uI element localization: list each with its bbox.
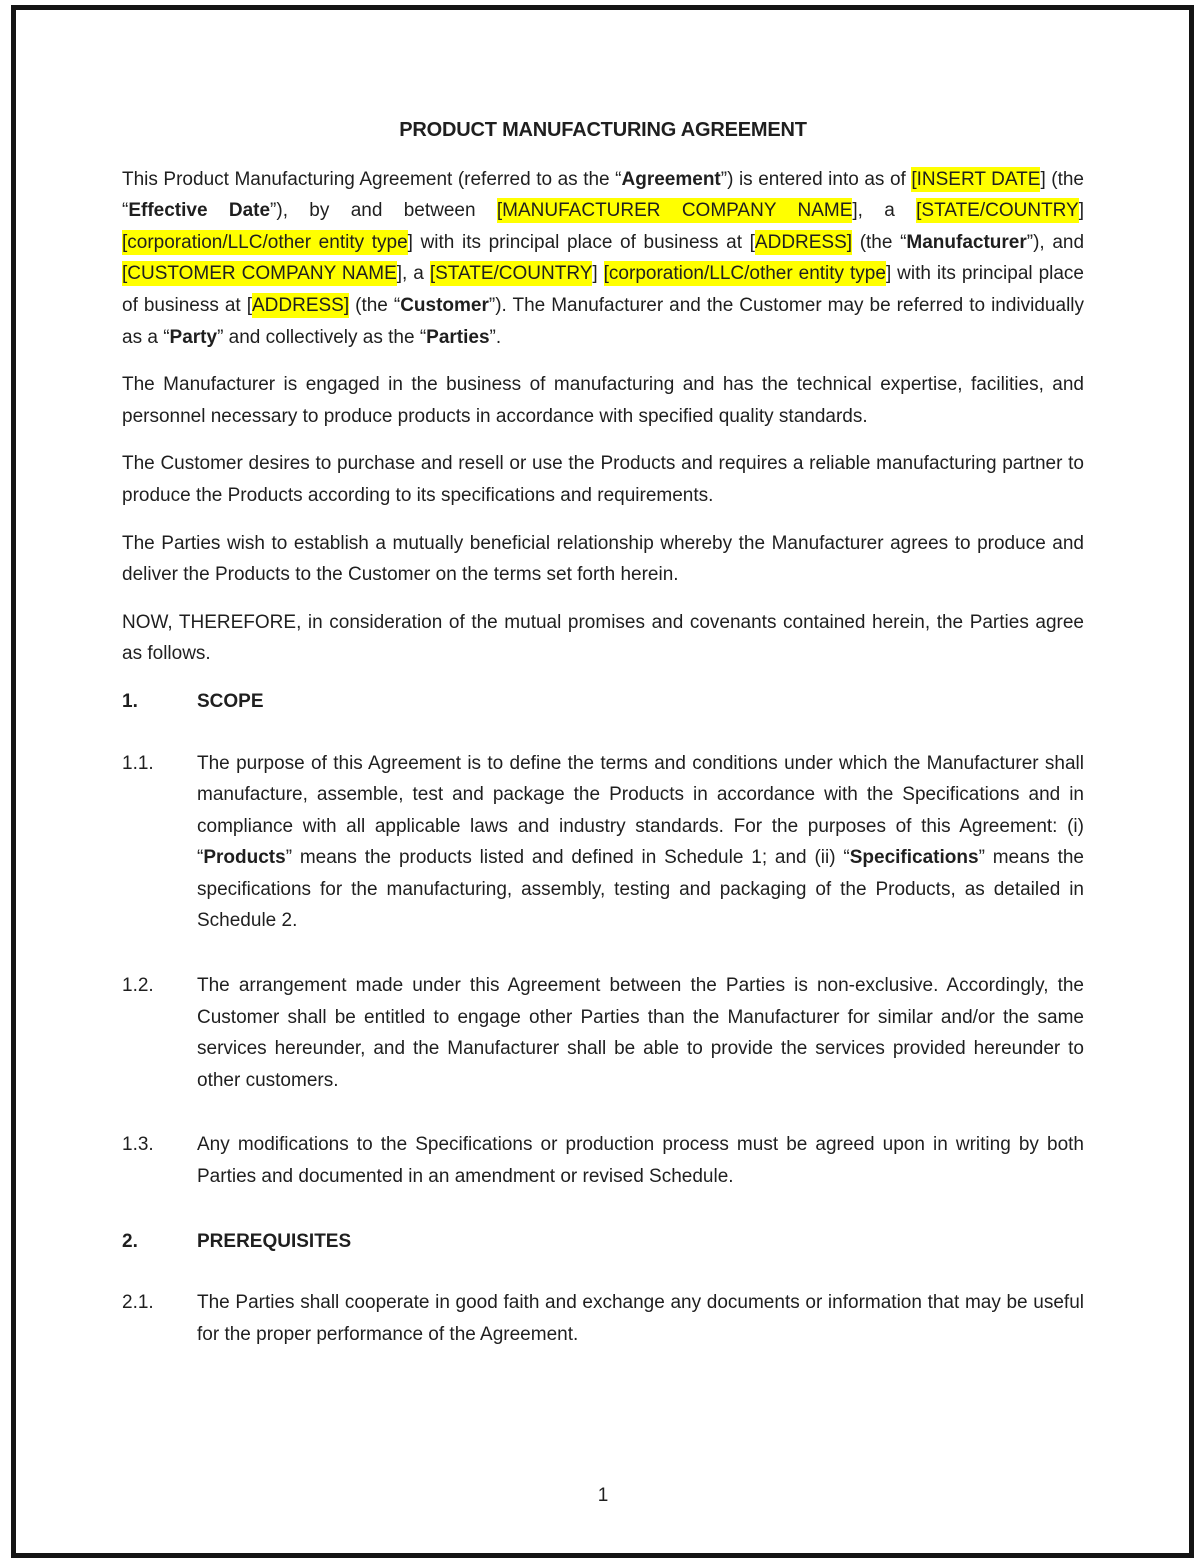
section-number: 1. — [122, 690, 138, 712]
section-item — [122, 1129, 1084, 1192]
text-run: ], a — [852, 200, 917, 222]
paragraph — [122, 448, 1084, 511]
page-number: 1 — [597, 1485, 609, 1506]
item-body — [197, 1129, 1084, 1192]
section-item — [122, 1287, 1084, 1350]
paragraph — [122, 164, 1084, 354]
placeholder-highlight: [corporation/LLC/other entity type — [122, 231, 408, 253]
bold-text: Effective Date — [128, 200, 271, 222]
bold-text: Customer — [400, 294, 489, 316]
item-body — [197, 748, 1084, 938]
section-title: SCOPE — [197, 690, 264, 712]
text-run: ” means the products listed and defined in Schedule 1; and (ii) “ — [285, 847, 850, 869]
section-heading — [122, 1226, 1084, 1258]
sections — [122, 686, 1084, 1351]
text-run: The Parties wish to establish a mutually beneficial relationship whereby the Manufacturer agrees to produce and deliver the Products to the Customer on the terms set forth herein. — [122, 532, 1084, 586]
text-run: ] (the “ — [122, 168, 1084, 222]
text-run: The arrangement made under this Agreement between the Parties is non-exclusive. Accordingly, the Customer shall be entitled to engage other Parties than the Manufacturer for similar and/or the same services hereunder, and the Manufacturer shall be able to provide the services provided hereunder to other customers. — [197, 975, 1084, 1091]
text-run: The purpose of this Agreement is to define the terms and conditions under which the Manufacturer shall manufacture, assemble, test and package the Products in accordance with the Specifications and in compliance with all applicable laws and industry standards. For the purposes of this Agreement: (i) “ — [197, 752, 1084, 869]
text-run: The Manufacturer is engaged in the business of manufacturing and has the technical expertise, facilities, and personnel necessary to produce products in accordance with specified quality standards. — [122, 374, 1084, 427]
item-number: 1.1. — [122, 752, 154, 774]
text-run: ] with its principal place of business at [ — [122, 263, 1085, 316]
text-run: ” and collectively as the “ — [217, 326, 427, 348]
text-run: ”). The Manufacturer and the Customer may be referred to individually as a “ — [122, 294, 1085, 348]
placeholder-highlight: ADDRESS] — [251, 294, 350, 316]
text-run: (the “ — [852, 231, 907, 253]
text-run: ] — [1078, 200, 1085, 222]
placeholder-highlight: [corporation/LLC/other entity type — [603, 263, 886, 285]
section-item — [122, 748, 1084, 938]
placeholder-highlight: ADDRESS] — [754, 231, 853, 253]
document-content — [122, 0, 1084, 1383]
item-body — [197, 1287, 1084, 1350]
item-number: 1.3. — [122, 1134, 154, 1156]
preamble-paragraphs — [122, 164, 1084, 670]
placeholder-highlight: [MANUFACTURER COMPANY NAME — [496, 200, 853, 222]
placeholder-highlight: [STATE/COUNTRY — [916, 200, 1079, 222]
text-run: The Parties shall cooperate in good faith and exchange any documents or information that may be useful for the proper performance of the Agreement. — [197, 1292, 1084, 1345]
item-body — [197, 970, 1084, 1096]
text-run: Any modifications to the Specifications or production process must be agreed upon in writing by both Parties and documented in an amendment or revised Schedule. — [197, 1134, 1084, 1188]
bold-text: Party — [169, 326, 218, 348]
text-run: ], a — [396, 263, 430, 285]
text-run: ”), by and between — [270, 200, 497, 222]
placeholder-highlight: [INSERT DATE — [911, 168, 1041, 190]
section — [122, 1226, 1084, 1351]
text-run: ”) is entered into as of — [720, 168, 912, 190]
text-run: This Product Manufacturing Agreement (referred to as the “ — [122, 168, 622, 190]
paragraph — [122, 607, 1084, 670]
text-run: NOW, THEREFORE, in consideration of the mutual promises and covenants contained herein, the Parties agree as follows. — [122, 611, 1084, 665]
text-run: ] — [592, 263, 604, 285]
bold-text: Specifications — [849, 847, 979, 869]
section-number: 2. — [122, 1230, 138, 1252]
text-run: (the “ — [349, 294, 401, 316]
bold-text: Agreement — [621, 168, 721, 190]
bold-text: Manufacturer — [906, 231, 1027, 253]
text-run: ] with its principal place of business at [ — [407, 231, 755, 253]
text-run: ”), and — [1026, 231, 1085, 253]
text-run: ”. — [489, 326, 502, 348]
section-item — [122, 970, 1084, 1096]
bold-text: Products — [203, 847, 286, 869]
paragraph — [122, 369, 1084, 432]
placeholder-highlight: [STATE/COUNTRY — [429, 263, 593, 285]
bold-text: Parties — [426, 326, 490, 348]
item-number: 1.2. — [122, 975, 154, 997]
text-run: The Customer desires to purchase and resell or use the Products and requires a reliable manufacturing partner to produce the Products according to its specifications and requirements. — [122, 453, 1084, 506]
text-run: ” means the specifications for the manufacturing, assembly, testing and packaging of the Products, as detailed in Schedule 2. — [197, 847, 1084, 932]
item-number: 2.1. — [122, 1292, 154, 1314]
placeholder-highlight: [CUSTOMER COMPANY NAME — [122, 263, 397, 285]
section — [122, 686, 1084, 1193]
section-title: PREREQUISITES — [197, 1230, 352, 1252]
section-heading — [122, 686, 1084, 718]
document-title: PRODUCT MANUFACTURING AGREEMENT — [399, 119, 807, 141]
paragraph — [122, 528, 1084, 591]
